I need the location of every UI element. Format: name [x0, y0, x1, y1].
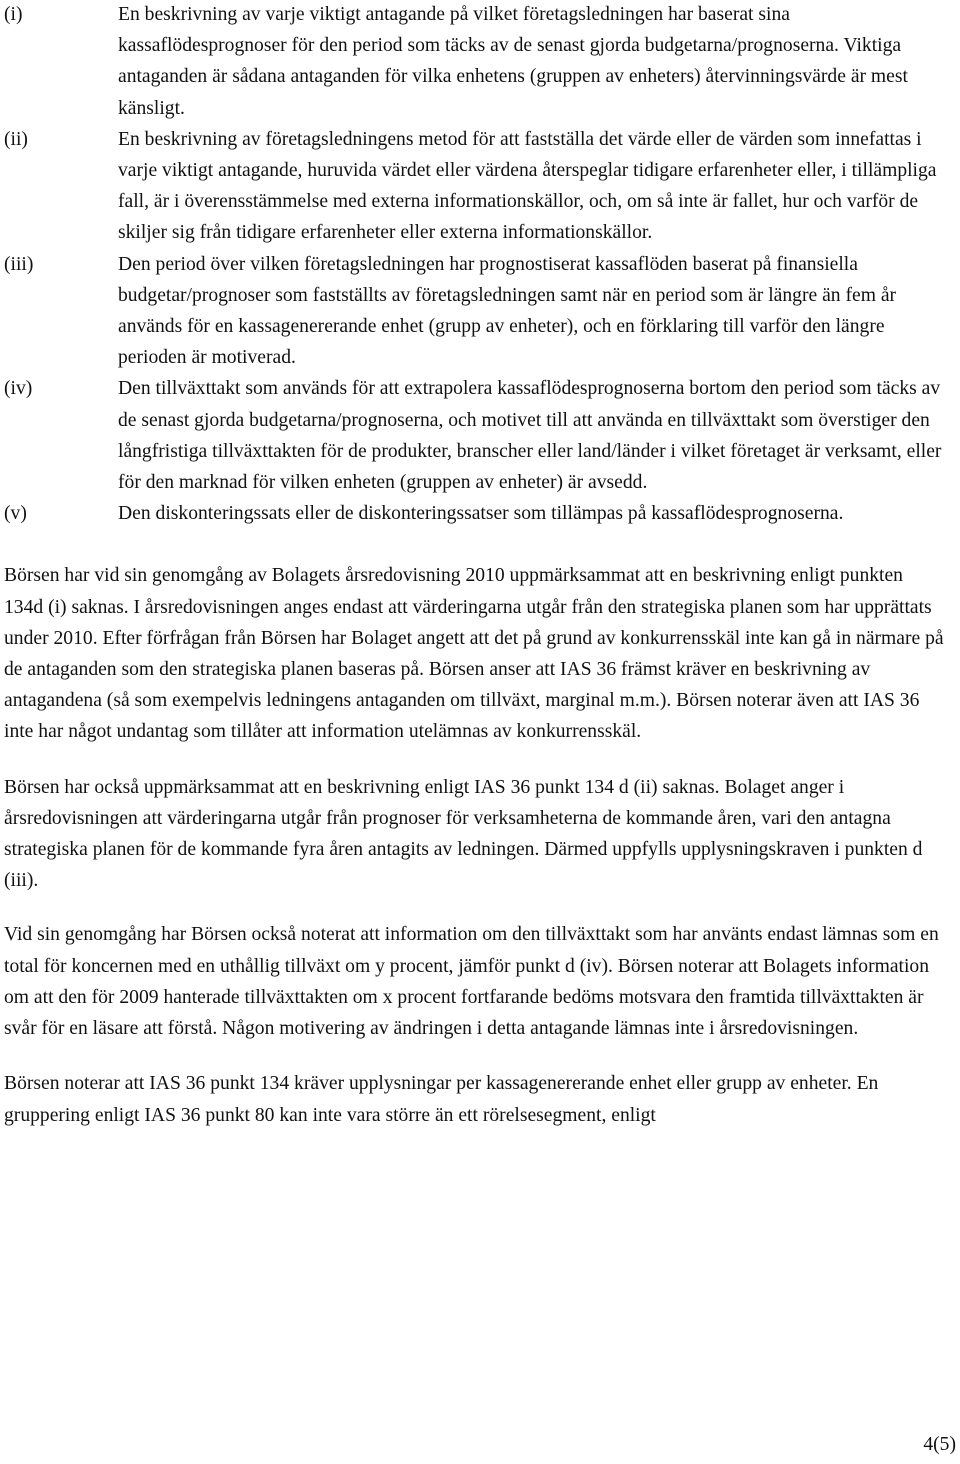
requirements-list — [4, 0, 946, 529]
paragraph-2: Börsen har också uppmärksammat att en beskrivning enligt IAS 36 punkt 134 d (ii) saknas. Bolaget anger i årsredovisningen att värderingarna utgår från prognoser för verksamheterna de kommande åren, vari den antagna strategiska planen för de kommande fyra åren antagits av ledningen. Därmed uppfylls upplysningskraven i punkten d (iii). — [4, 776, 923, 892]
list-text: En beskrivning av varje viktigt antagande på vilket företagsledningen har baserat sina kassaflödesprognoser för den period som täcks av de senast gjorda budgetarna/prognoserna. Viktiga antaganden är sådana antaganden för vilka enhetens (gruppen av enheters) återvinningsvärde är mest känsligt. — [118, 4, 908, 119]
list-text: En beskrivning av företagsledningens metod för att fastställa det värde eller de värden som innefattas i varje viktigt antagande, huruvida värdet eller värdena återspeglar tidigare erfarenheter eller, i tillämpliga fall, är i överensstämmelse med externa informationskällor, och, om så inte är fallet, hur och varför de skiljer sig från tidigare erfarenheter eller externa informationskällor. — [118, 128, 937, 244]
list-text: Den diskonteringssats eller de diskonteringssatser som tillämpas på kassaflödesprognoserna. — [118, 503, 844, 525]
list-item-iv — [4, 373, 946, 498]
paragraph-4: Börsen noterar att IAS 36 punkt 134 kräver upplysningar per kassagenererande enhet eller grupp av enheter. En gruppering enligt IAS 36 punkt 80 kan inte vara större än ett rörelsesegment, enligt — [4, 1073, 879, 1126]
list-item-i — [4, 0, 946, 124]
list-label: (iv) — [4, 378, 33, 400]
list-label: (iii) — [4, 253, 34, 275]
paragraph-1: Börsen har vid sin genomgång av Bolagets årsredovisning 2010 uppmärksammat att en beskrivning enligt punkten 134d (i) saknas. I årsredovisningen anges endast att värderingarna utgår från den strategiska planen som har upprättats under 2010. Efter förfrågan från Börsen har Bolaget angett att det på grund av konkurrensskäl inte kan gå in närmare på de antaganden som den strategiska planen baseras på. Börsen anser att IAS 36 främst kräver en beskrivning av antagandena (så som exempelvis ledningens antaganden om tillväxt, marginal m.m.). Börsen noterar även att IAS 36 inte har något undantag som tillåter att information utelämnas av konkurrensskäl. — [4, 565, 944, 743]
list-label: (i) — [4, 4, 23, 25]
paragraph-3: Vid sin genomgång har Börsen också noterat att information om den tillväxttakt som har använts endast lämnas som en total för koncernen med en uthållig tillväxt om y procent, jämför punkt d (iv). Börsen noterar att Bolagets information om att den för 2009 hanterade tillväxttakten om x procent fortfarande bedöms motsvara den framtida tillväxttakten är svår för en läsare att förstå. Någon motivering av ändringen i detta antagande lämnas inte i årsredovisningen. — [4, 924, 939, 1040]
page-number: 4(5) — [923, 1434, 956, 1455]
list-text: Den period över vilken företagsledningen har prognostiserat kassaflöden baserat på finansiella budgetar/prognoser som fastställts av företagsledningen samt när en period som är längre än fem år används för en kassagenererande enhet (grupp av enheter), och en förklaring till varför den längre perioden är motiverad. — [118, 253, 897, 369]
list-item-iii — [4, 249, 946, 374]
list-item-v — [4, 498, 946, 529]
list-label: (v) — [4, 503, 27, 525]
list-text: Den tillväxttakt som används för att extrapolera kassaflödesprognoserna bortom den period som täcks av de senast gjorda budgetarna/prognoserna, och motivet till att använda en tillväxttakt som överstiger den långfristiga tillväxttakten för de produkter, branscher eller land/länder i vilket företaget är verksamt, eller för den marknad för vilken enheten (gruppen av enheter) är avsedd. — [118, 378, 942, 494]
list-item-ii — [4, 124, 946, 249]
list-label: (ii) — [4, 128, 28, 150]
document-page — [4, 0, 946, 1131]
